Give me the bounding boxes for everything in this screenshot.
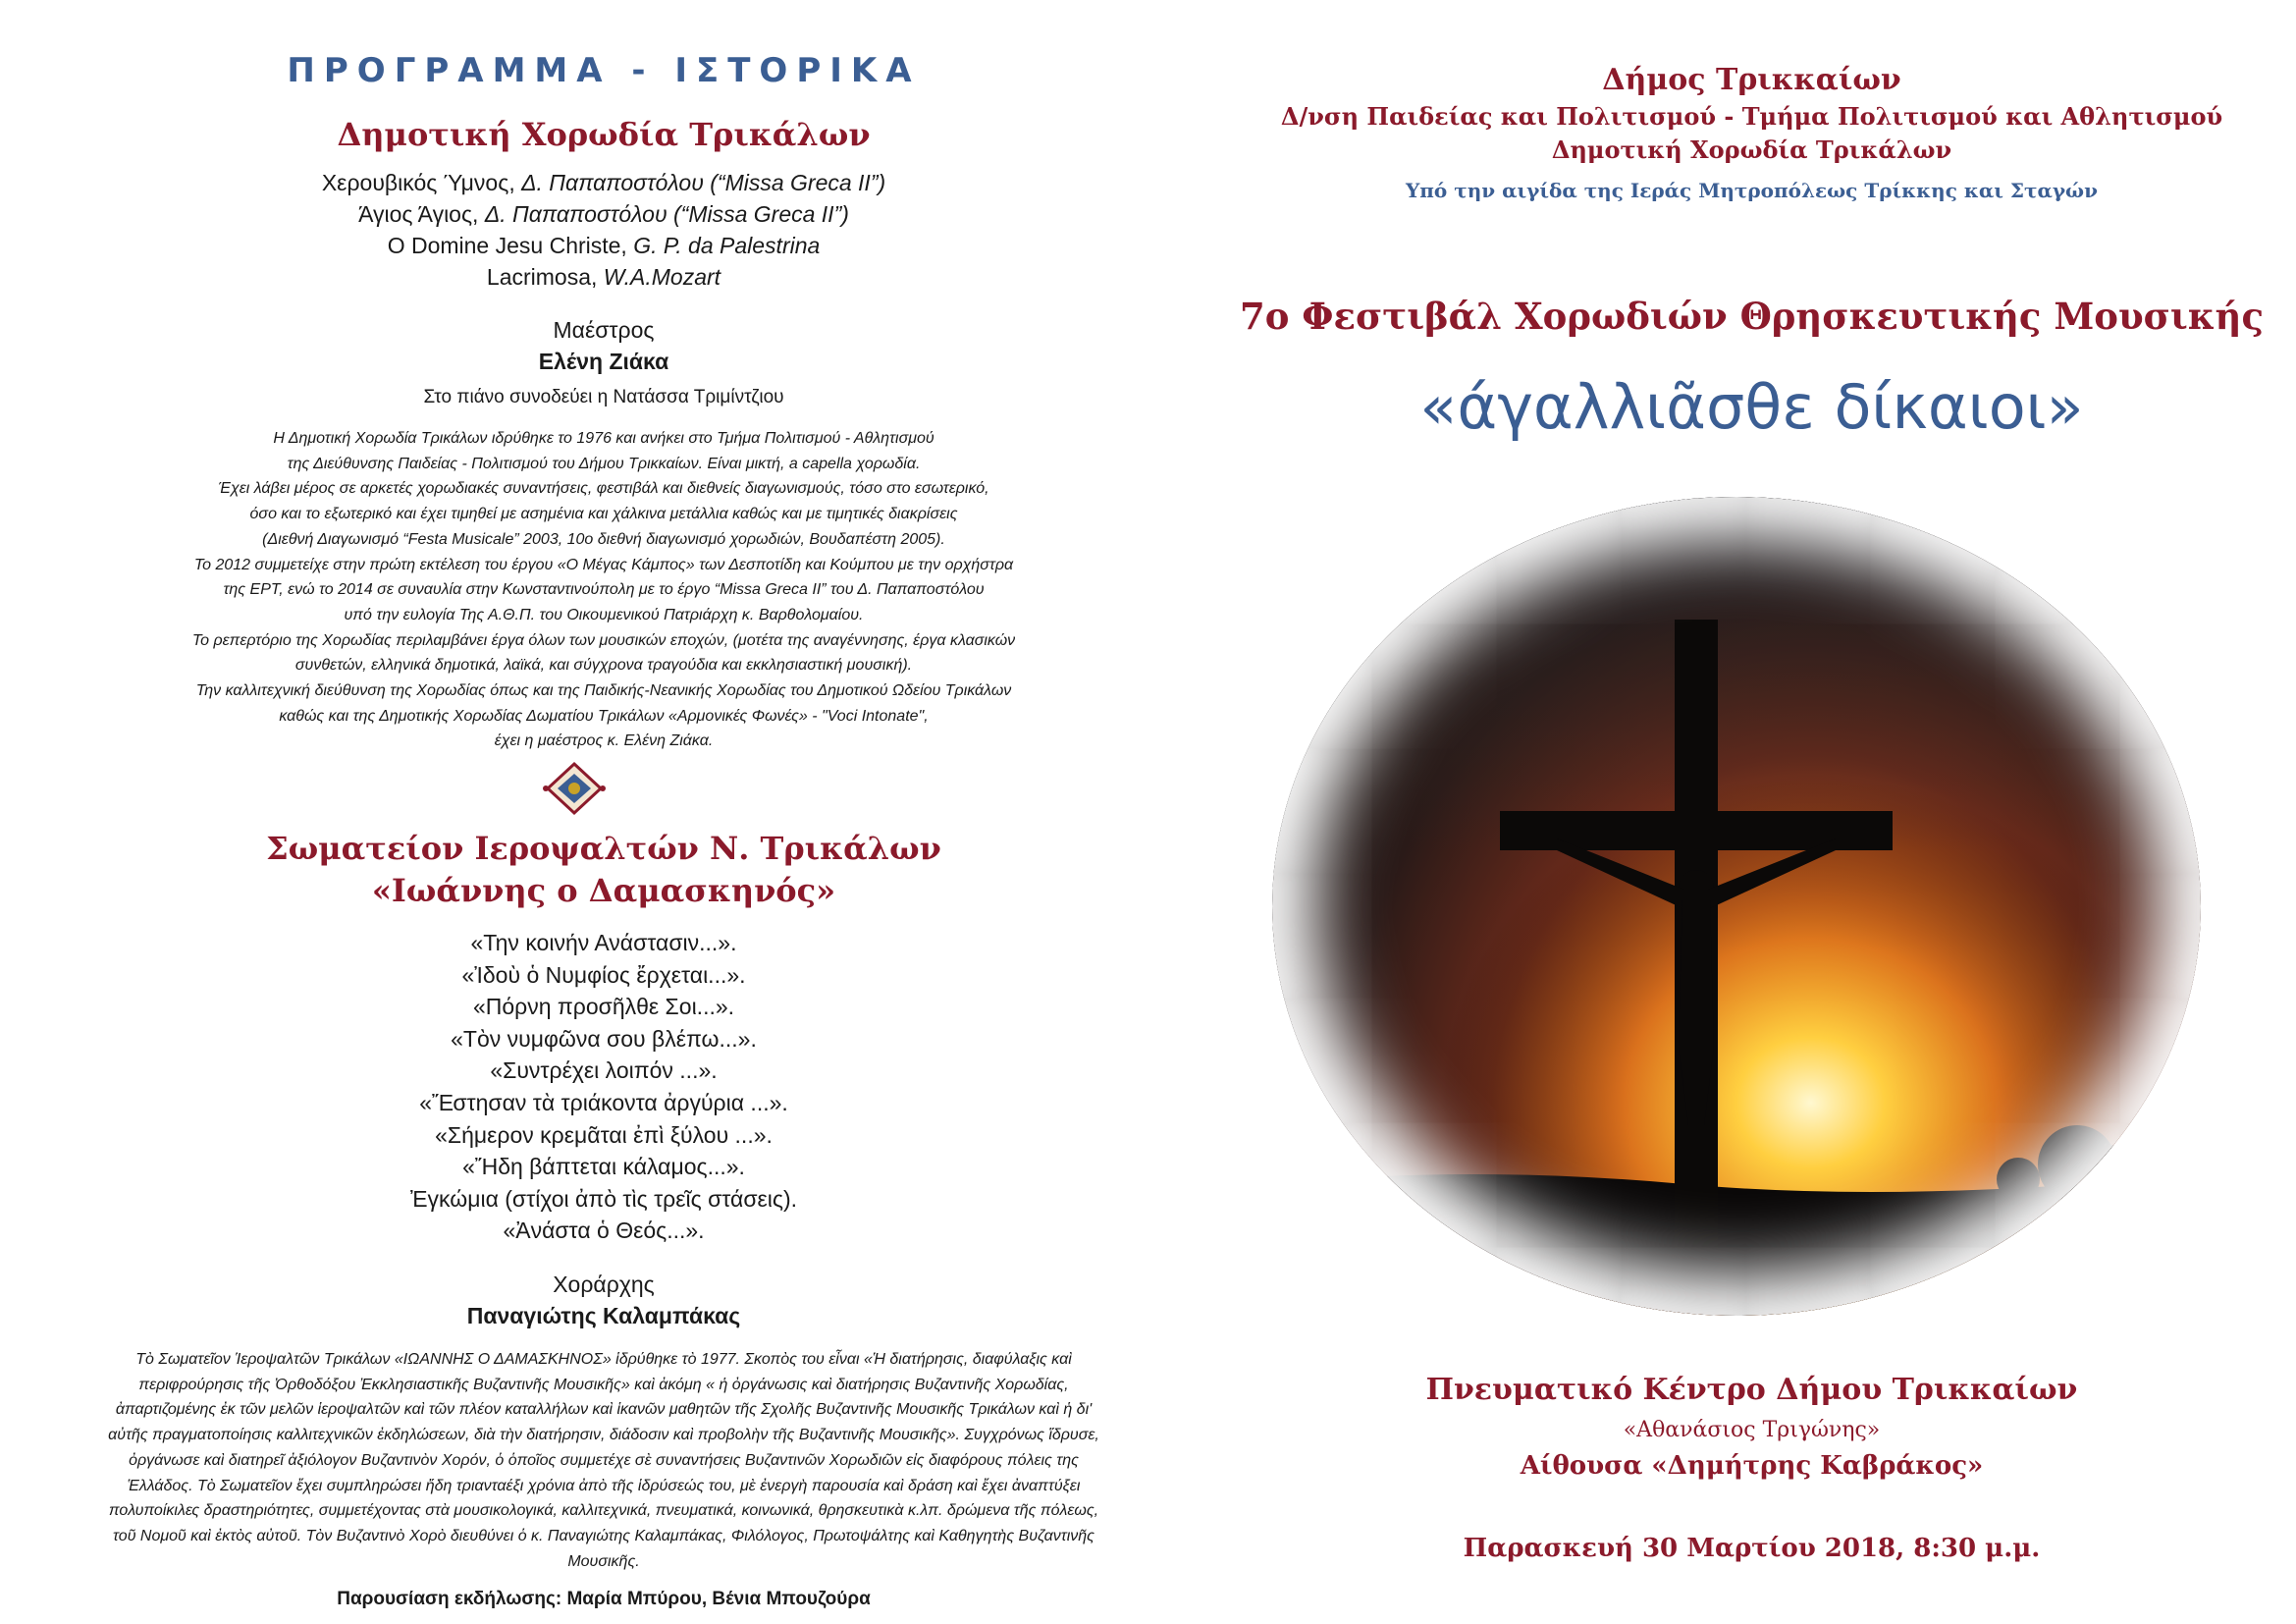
venue-named: «Αθανάσιος Τριγώνης» <box>1623 1418 1881 1442</box>
hymn-item: «Ἤδη βάπτεται κάλαμος...». <box>462 1154 745 1180</box>
auspices-line: Υπό την αιγίδα της Ιεράς Μητροπόλεως Τρίκκης και Σταγών <box>1406 179 2098 202</box>
choir1-history: Η Δημοτική Χορωδία Τρικάλων ιδρύθηκε το 1976 και ανήκει στο Τμήμα Πολιτισμού - Αθλητισμού της Διεύθυνσης Παιδείας - Πολιτισμού του Δήμου Τρικκαίων. Είναι μικτή, a capella χορωδία. Έχει λάβει μέρος σε αρκετές χορωδιακές συναντήσεις, φεστιβάλ και διεθνείς διαγωνισμούς, τόσο στο εσωτερικό, όσο και το εξωτερικό και έχει τιμηθεί με ασημένια και χάλκινα μετάλλια καθώς και με τιμητικές διακρίσεις (Διεθνή Διαγωνισμό “Festa Musicale” 2003, 10ο διεθνή διαγωνισμό χορωδιών, Βουδαπέστη 2005). Το 2012 συμμετείχε στην πρώτη εκτέλεση του έργου «Ο Μέγας Κάμπος» των Δεσποτίδη και Κούμπου με την ορχήστρα της ΕΡΤ, ενώ το 2014 σε συναυλία στην Κωνσταντινούπολη με το έργο “Missa Greca II” του Δ. Παπαποστόλου υπό την ευλογία Της Α.Θ.Π. του Οικουμενικού Πατριάρχη κ. Βαρθολομαίου. Το ρεπερτόριο της Χορωδίας περιλαμβάνει έργα όλων των μουσικών εποχών, (μοτέτα της αναγέννησης, έργα κλασικών συνθετών, ελληνικά δημοτικά, λαϊκά, και σύγχρονα τραγούδια και εκκλησιαστική μουσική). Την καλλιτεχνική διεύθυνση της Χορωδίας όπως και της Παιδικής-Νεανικής Χορωδίας του Δημοτικού Ωδείου Τρικάλων καθώς και της Δημοτικής Χορωδίας Δωματίου Τρικάλων «Αρμονικές Φωνές» - "Voci Intonate", έχει η μαέστρος κ. Ελένη Ζιάκα. <box>191 430 1016 750</box>
hymn-item: «Σήμερον κρεμᾶται ἐπὶ ξύλου ...». <box>435 1121 773 1148</box>
hymn-item: «Συντρέχει λοιπόν ...». <box>490 1057 718 1084</box>
choir-leader-name: Παναγιώτης Καλαμπάκας <box>466 1303 741 1328</box>
maestro-label: Μαέστρος <box>553 317 655 343</box>
hymn-list <box>0 927 1207 1247</box>
choir2-subtitle: «Ιωάννης ο Δαμασκηνός» <box>371 872 836 909</box>
choir1-piece: Lacrimosa, W.A.Mozart <box>486 264 721 290</box>
event-presenters: Παρουσίαση εκδήλωσης: Μαρία Μπύρου, Βένια Μπουζούρα <box>337 1589 871 1609</box>
choir1-piece: Άγιος Άγιος, Δ. Παπαποστόλου (“Missa Greca II”) <box>358 201 849 227</box>
hymn-item: «Ἰδοὺ ὁ Νυμφίος ἔρχεται...». <box>461 961 746 988</box>
crucifix-sunset-image <box>1272 497 2201 1316</box>
hymn-item: «Ἀνάστα ὁ Θεός...». <box>503 1218 705 1244</box>
venue-center: Πνευματικό Κέντρο Δήμου Τρικκαίων <box>1425 1373 2078 1407</box>
hymn-item: Ἐγκώμια (στίχοι ἀπὸ τὶς τρεῖς στάσεις). <box>409 1185 798 1212</box>
choir1-name: Δημοτική Χορωδία Τρικάλων <box>337 116 871 153</box>
event-datetime: Παρασκευή 30 Μαρτίου 2018, 8:30 μ.μ. <box>1463 1534 2041 1563</box>
hymn-item: «Την κοινήν Ανάστασιν...». <box>470 930 737 955</box>
department-name: Δ/νση Παιδείας και Πολιτισμού - Τμήμα Πολιτισμού και Αθλητισμού <box>1280 102 2223 131</box>
venue-hall: Αίθουσα «Δημήτρης Καβράκος» <box>1520 1451 1984 1481</box>
festival-title: 7ο Φεστιβάλ Χορωδιών Θρησκευτικής Μουσικής <box>1240 295 2264 338</box>
festival-motto: «άγαλλιᾶσθε δίκαιοι» <box>1419 371 2084 443</box>
choir-leader-label: Χοράρχης <box>553 1272 655 1297</box>
byzantine-ornament-icon <box>542 760 607 817</box>
cover-panel <box>1207 0 2296 1624</box>
choir2-name: Σωματείον Ιεροψαλτών Ν. Τρικάλων <box>266 830 941 867</box>
piano-accompanist: Στο πιάνο συνοδεύει η Νατάσσα Τριμίντζιου <box>423 387 784 407</box>
choir1-piece: Χερουβικός Ύμνος, Δ. Παπαποστόλου (“Missa Greca II”) <box>321 170 886 195</box>
maestro-name: Ελένη Ζιάκα <box>538 349 669 374</box>
crucifix-icon <box>1272 497 2201 1316</box>
hymn-item: «Τὸν νυμφῶνα σου βλέπω...». <box>451 1025 757 1052</box>
municipality-name: Δήμος Τρικκαίων <box>1602 63 1901 97</box>
hymn-item: «Ἔστησαν τὰ τριάκοντα ἀργύρια ...». <box>419 1089 788 1115</box>
hymn-item: «Πόρνη προσῆλθε Σοι...». <box>472 994 735 1020</box>
program-title: ΠΡΟΓΡΑΜΜΑ - ΙΣΤΟΡΙΚΑ <box>287 51 921 90</box>
choir1-piece: O Domine Jesu Christe, G. P. da Palestrina <box>387 233 821 258</box>
organizer-choir: Δημοτική Χορωδία Τρικάλων <box>1551 135 1952 164</box>
choir2-history: Τὸ Σωματεῖον Ἱεροψαλτῶν Τρικάλων «ΙΩΑΝΝΗΣ Ο ΔΑΜΑΣΚΗΝΟΣ» ἱδρύθηκε τὸ 1977. Σκοπὸς του εἶναι «Ἡ διατήρησις, διαφύλαξις καὶ περιφρούρησις τῆς Ὀρθοδόξου Ἐκκλησιαστικῆς Βυζαντινῆς Μουσικῆς» καὶ ἀκόμη « ἡ ὀργάνωσις καὶ διατήρησις Βυζαντινῆς Χορωδίας, ἀπαρτιζομένης ἐκ τῶν μελῶν ἱεροψαλτῶν καὶ τῶν πλέον καταλλήλων καὶ ἱκανῶν μαθητῶν τῆς Σχολῆς Βυζαντινῆς Μουσικῆς Τρικάλων καὶ ἡ δι' αὐτῆς πραγματοποίησις καλλιτεχνικῶν ἐκδηλώσεων, διὰ τὴν διατήρησιν, διάδοσιν καὶ προβολὴν τῆς Βυζαντινῆς Μουσικῆς». Συγχρόνως ἵδρυσε, ὀργάνωσε καὶ διατηρεῖ ἀξιόλογον Βυζαντινὸν Χορόν, ὁ ὁποῖος συμμετέχε σὲ συναντήσεις Βυζαντινῶν Χορωδιῶν εἰς διαφόρους πόλεις της Ἑλλάδος. Τὸ Σωματεῖον ἔχει συμπληρώσει ἤδη τριανταέξι χρόνια ἀπὸ τῆς ἱδρύσεώς του, μὲ ἐνεργὴ παρουσία καὶ δράση καὶ ἔχει ἀναπτύξει πολυποίκιλες δραστηριότητες, συμμετέχοντας στὰ μουσικολογικά, καλλιτεχνικά, πνευματικά, κοινωνικά, θρησκευτικὰ κ.λπ. δρώμενα τῆς πόλεως, τοῦ Νομοῦ καὶ ἐκτὸς αὐτοῦ. Τὸν Βυζαντινὸ Χορὸ διευθύνει ὁ κ. Παναγιώτης Καλαμπάκας, Φιλόλογος, Πρωτοψάλτης καὶ Καθηγητὴς Βυζαντινῆς Μουσικῆς. <box>108 1351 1099 1570</box>
